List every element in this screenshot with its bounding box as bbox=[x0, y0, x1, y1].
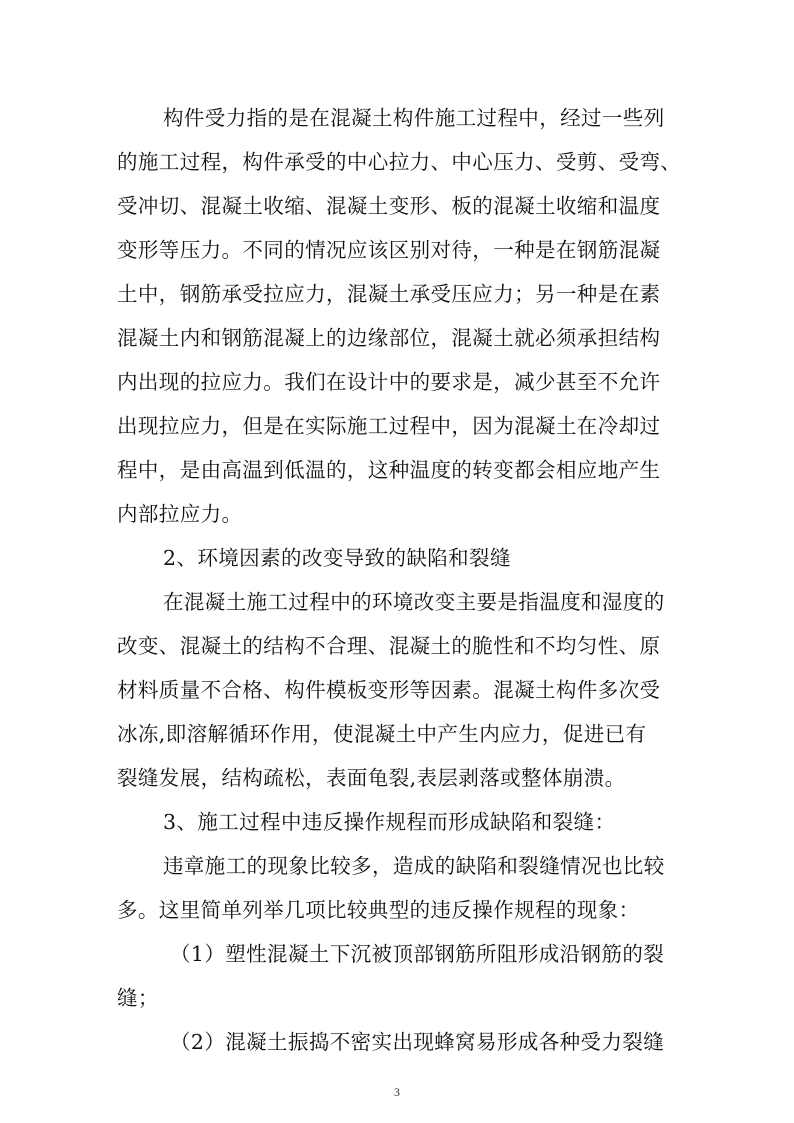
paragraph-line: 材料质量不合格、构件模板变形等因素。混凝土构件多次受 bbox=[117, 678, 661, 702]
paragraph-line: 违章施工的现象比较多，造成的缺陷和裂缝情况也比较 bbox=[163, 854, 665, 878]
list-item-line: （2）混凝土振捣不密实出现蜂窝易形成各种受力裂缝 bbox=[170, 1030, 665, 1054]
paragraph-line: 多。这里简单列举几项比较典型的违反操作规程的现象： bbox=[117, 898, 640, 922]
paragraph-line: 构件受力指的是在混凝土构件施工过程中，经过一些列 bbox=[163, 106, 665, 130]
paragraph-line: 受冲切、混凝土收缩、混凝土变形、板的混凝土收缩和温度 bbox=[117, 194, 661, 218]
paragraph-line: 改变、混凝土的结构不合理、混凝土的脆性和不均匀性、原 bbox=[117, 634, 661, 658]
list-item-line: 缝； bbox=[117, 986, 159, 1010]
paragraph-line: 出现拉应力，但是在实际施工过程中，因为混凝土在冷却过 bbox=[117, 414, 661, 438]
paragraph-line: 的施工过程，构件承受的中心拉力、中心压力、受剪、受弯、 bbox=[117, 150, 682, 174]
paragraph-line: 内出现的拉应力。我们在设计中的要求是，减少甚至不允许 bbox=[117, 370, 661, 394]
paragraph-line: 冰冻,即溶解循环作用，使混凝土中产生内应力，促进已有 bbox=[117, 722, 647, 746]
paragraph-line: 土中，钢筋承受拉应力，混凝土承受压应力；另一种是在素 bbox=[117, 282, 661, 306]
paragraph-line: 裂缝发展，结构疏松，表面龟裂,表层剥落或整体崩溃。 bbox=[117, 766, 626, 790]
paragraph-line: 变形等压力。不同的情况应该区别对待，一种是在钢筋混凝 bbox=[117, 238, 661, 262]
paragraph-line: 在混凝土施工过程中的环境改变主要是指温度和湿度的 bbox=[163, 590, 665, 614]
paragraph-line: 程中，是由高温到低温的，这种温度的转变都会相应地产生 bbox=[117, 458, 661, 482]
list-item-line: （1）塑性混凝土下沉被顶部钢筋所阻形成沿钢筋的裂 bbox=[170, 942, 665, 966]
page-number: 3 bbox=[394, 1085, 400, 1099]
paragraph-line: 混凝土内和钢筋混凝上的边缘部位，混凝土就必须承担结构 bbox=[117, 326, 661, 350]
section-heading: 3、施工过程中违反操作规程而形成缺陷和裂缝： bbox=[163, 810, 616, 834]
paragraph-line: 内部拉应力。 bbox=[117, 502, 243, 526]
section-heading: 2、环境因素的改变导致的缺陷和裂缝 bbox=[163, 546, 511, 570]
